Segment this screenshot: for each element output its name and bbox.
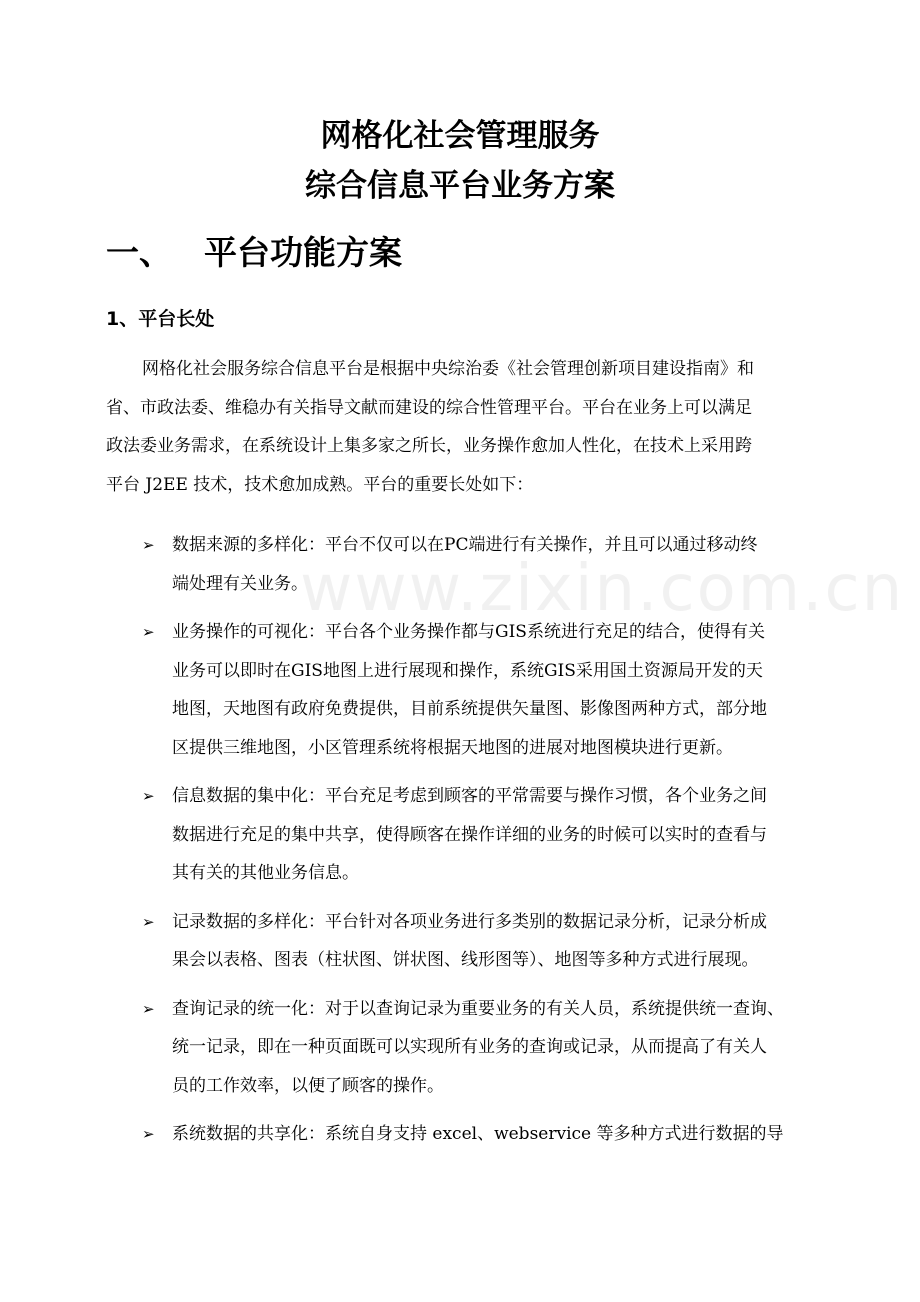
watermark: www.zixin.com.cn	[300, 552, 905, 626]
arrow-bullet-icon: ➢	[142, 623, 155, 641]
list-item-line: 系统数据的共享化：系统自身支持 excel、webservice 等多种方式进行数据的导	[172, 1124, 784, 1144]
list-item	[106, 616, 820, 770]
arrow-bullet-icon: ➢	[142, 912, 155, 931]
list-item-line: 数据来源的多样化：平台不仅可以在PC端进行有关操作，并且可以通过移动终	[172, 535, 758, 555]
list-item	[106, 906, 820, 983]
section-heading	[106, 232, 402, 274]
list-item	[106, 780, 820, 896]
list-item	[106, 529, 820, 606]
list-item-line: 区提供三维地图，小区管理系统将根据天地图的进展对地图模块进行更新。	[172, 737, 733, 758]
list-item-line: 查询记录的统一化：对于以查询记录为重要业务的有关人员，系统提供统一查询、	[172, 998, 784, 1019]
arrow-bullet-icon: ➢	[142, 999, 155, 1018]
document-title-line1: 网格化社会管理服务	[320, 118, 600, 154]
list-item-line: 果会以表格、图表（柱状图、饼状图、线形图等）、地图等多种方式进行展现。	[172, 950, 759, 970]
list-item-line: 记录数据的多样化：平台针对各项业务进行多类别的数据记录分析，记录分析成	[172, 911, 767, 932]
list-item-line: 信息数据的集中化：平台充足考虑到顾客的平常需要与操作习惯，各个业务之间	[172, 786, 767, 806]
list-item-line: 地图，天地图有政府免费提供，目前系统提供矢量图、影像图两种方式，部分地	[172, 699, 767, 719]
list-item-line: 业务可以即时在GIS地图上进行展现和操作，系统GIS采用国土资源局开发的天	[172, 660, 763, 681]
list-item-line: 端处理有关业务。	[172, 573, 308, 594]
section-number: 一、	[106, 233, 172, 272]
list-item-line: 数据进行充足的集中共享，使得顾客在操作详细的业务的时候可以实时的查看与	[172, 824, 767, 845]
intro-paragraph	[106, 353, 820, 507]
arrow-bullet-icon: ➢	[142, 787, 155, 805]
section-title: 平台功能方案	[204, 233, 402, 272]
intro-line: 省、市政法委、维稳办有关指导文献而建设的综合性管理平台。平台在业务上可以满足	[106, 397, 752, 418]
list-item-line: 业务操作的可视化：平台各个业务操作都与GIS系统进行充足的结合，使得有关	[172, 622, 765, 642]
intro-line: 网格化社会服务综合信息平台是根据中央综治委《社会管理创新项目建设指南》和	[142, 359, 754, 379]
list-item-line: 统一记录，即在一种页面既可以实现所有业务的查询或记录，从而提高了有关人	[172, 1037, 767, 1057]
document-title-line2: 综合信息平台业务方案	[305, 168, 615, 204]
arrow-bullet-icon: ➢	[142, 536, 155, 554]
advantages-list	[106, 529, 820, 1167]
intro-line: 政法委业务需求，在系统设计上集多家之所长，业务操作愈加人性化，在技术上采用跨	[106, 436, 752, 456]
subsection-heading: 1、平台长处	[106, 308, 215, 330]
arrow-bullet-icon: ➢	[142, 1125, 155, 1143]
list-item-line: 其有关的其他业务信息。	[172, 863, 359, 883]
list-item-line: 员的工作效率，以便了顾客的操作。	[172, 1075, 444, 1096]
list-item	[106, 993, 820, 1109]
list-item	[106, 1118, 820, 1157]
intro-line: 平台 J2EE 技术，技术愈加成熟。平台的重要长处如下：	[106, 474, 534, 495]
